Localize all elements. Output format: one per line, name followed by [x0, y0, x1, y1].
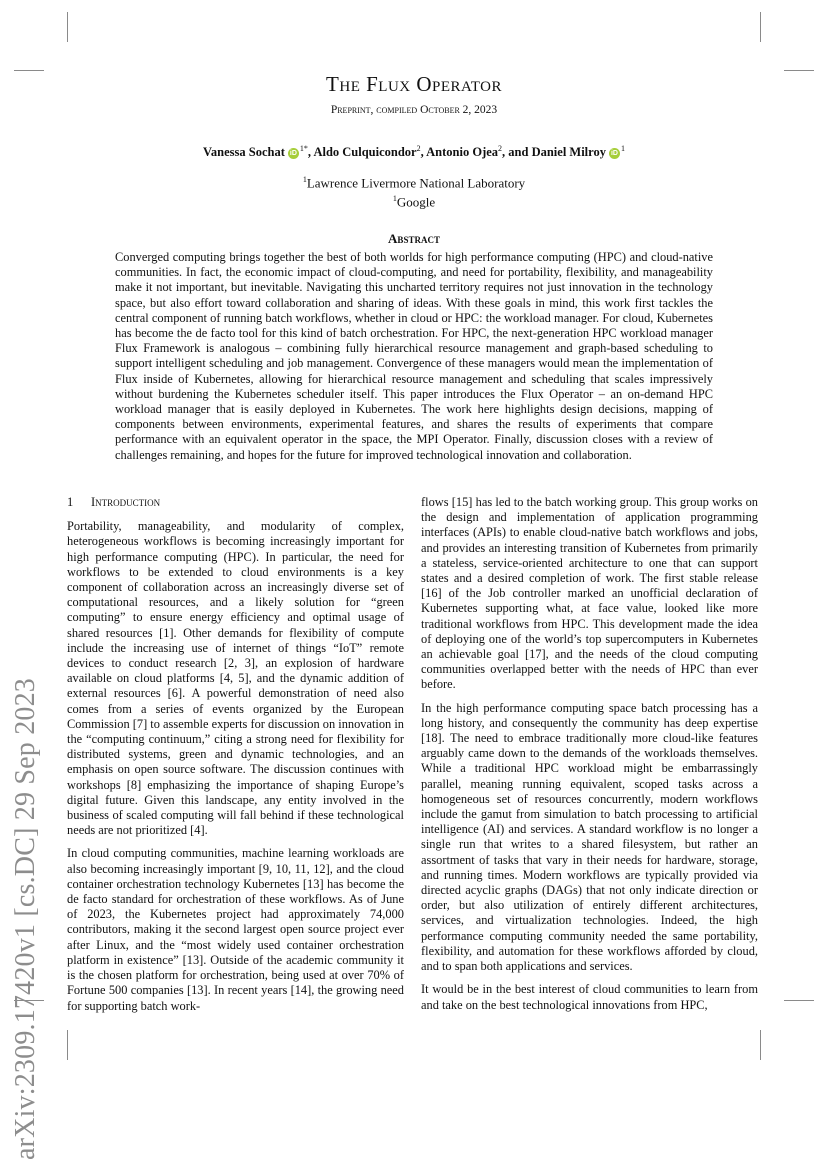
author-name: Antonio Ojea: [426, 145, 499, 160]
affiliation-sup: 1: [392, 194, 397, 204]
crop-mark: [760, 1030, 761, 1060]
affiliation-text: Lawrence Livermore National Laboratory: [306, 175, 526, 191]
affiliation: [0, 191, 828, 210]
left-column: [67, 495, 404, 1022]
author-affil-sup: 2: [498, 144, 503, 153]
affiliation: [0, 172, 828, 191]
section-title: Introduction: [91, 495, 161, 509]
crop-mark: [760, 12, 761, 42]
author-affil-sup: 1*: [299, 144, 308, 153]
author-affil-sup: 1: [620, 144, 625, 153]
author-separator: ,: [420, 145, 427, 160]
author-separator: , and: [502, 145, 532, 160]
abstract-heading: Abstract: [388, 231, 440, 246]
crop-mark: [67, 12, 68, 42]
affiliations: [0, 172, 828, 211]
affiliation-text: Google: [396, 194, 436, 210]
section-number: 1: [67, 495, 74, 509]
body-paragraph: In cloud computing communities, machine learning workloads are also becoming increasingly important [9, 10, 11, 12], and the cloud container orchestration technology Kubernetes [13] has become the de facto standard for orchestration of these workflows. As of June of 2023, the Kubernetes project had approximately 74,000 contributors, making it the second largest open source project ever after Linux, and the “most widely used container orchestration platform in existence” [13]. Outside of the academic community it is the chosen platform for orchestration, being used at over 70% of Fortune 500 companies [13]. In recent years [14], the growing need for supporting batch work-: [67, 846, 404, 1013]
author-name: Vanessa Sochat: [203, 145, 285, 160]
body-paragraph: Portability, manageability, and modularity of complex, heterogeneous workflows is becoming increasingly important for high performance computing (HPC). In particular, the need for workflows to be extended to cloud environments is a key component of collaboration across an increasingly diverse set of computational resources, and a likely solution for “green computing” to ensure energy efficiency and optimal usage of shared resources [1]. Other demands for flexibility of compute include the increasing use of internet of things “IoT” remote devices to conduct research [2, 3], an explosion of hardware available on cloud platforms [4, 5], and the dynamic addition of external resources [6]. A powerful demonstration of need also comes from a series of events organized by the European Commission [7] to assemble experts for discussion on innovation in the “computing continuum,” citing a strong need for flexibility for distributed systems, green and dynamic technologies, and an emphasis on open source software. The discussion continues with workshops [8] emphasizing the importance of shaping Europe’s digital future. Given this landscape, any entity involved in the business of scaled computing will fall behind if these technological needs are not prioritized [4].: [67, 519, 404, 838]
right-column: [421, 495, 758, 1021]
arxiv-stamp: arXiv:2309.17420v1 [cs.DC] 29 Sep 2023: [10, 677, 41, 1160]
body-paragraph: It would be in the best interest of cloud communities to learn from and take on the best technological innovations from HPC,: [421, 982, 758, 1012]
author-affil-sup: 2: [416, 144, 421, 153]
crop-mark: [67, 1030, 68, 1060]
author-separator: ,: [307, 145, 314, 160]
body-paragraph: In the high performance computing space batch processing has a long history, and consequently the community has deep expertise [18]. The need to embrace traditionally more cloud-like features arguably came down to the demands of the workloads themselves. While a traditional HPC workload might be embarrassingly parallel, meaning running equivalent, scoped tasks across a homogeneous set of resources concurrently, modern workflows include the gamut from simulation to batch processing to artificial intelligence (AI) and services. A standard workflow is no longer a single run that writes to a shared filesystem, but rather an assortment of tasks that vary in their needs for hardware, storage, and running times. Modern workflows are typically provided via directed acyclic graphs (DAGs) that not only indicate direction or order, but also utilization of entirely different architectures, services, and virtualization technologies. Indeed, the high performance computing community needed the same portability, flexibility, and automation for these workflows afforded by cloud, and to span both applications and services.: [421, 700, 758, 974]
crop-mark: [14, 70, 44, 71]
preprint-line: Preprint, compiled October 2, 2023: [330, 104, 498, 116]
paper-title: The Flux Operator: [326, 72, 502, 96]
abstract-text: Converged computing brings together the best of both worlds for high performance computing (HPC) and cloud-native communities. In fact, the economic impact of cloud-computing, and need for portability, flexibility, and manageability make it not important, but inevitable. Navigating this uncharted territory requires not just innovation in the technology space, but also effort toward collaboration and sharing of ideas. With these goals in mind, this work first tackles the central component of running batch workflows, whether in cloud or HPC: the workload manager. For cloud, Kubernetes has become the de facto tool for this kind of batch orchestration. For HPC, the next-generation HPC workload manager Flux Framework is analogous – combining fully hierarchical resource management and graph-based scheduling to support intelligent scheduling and job management. Convergence of these managers would mean the implementation of Flux inside of Kubernetes, allowing for hierarchical resource management and scheduling that scales impressively without burdening the Kubernetes scheduler itself. This paper introduces the Flux Operator – an on-demand HPC workload manager that is easily deployed in Kubernetes. The work here highlights design decisions, mapping of components between environments, experimental features, and shares the results of experiments that compare performance with an equivalent operator in the space, the MPI Operator. Finally, discussion closes with a review of challenges remaining, and hopes for the future for improved technological innovation and collaboration.: [115, 250, 713, 462]
crop-mark: [784, 70, 814, 71]
orcid-icon[interactable]: iD: [610, 150, 618, 158]
author-list: [0, 144, 828, 160]
author-name: Aldo Culquicondor: [313, 145, 417, 160]
crop-mark: [784, 1000, 814, 1001]
body-paragraph: flows [15] has led to the batch working group. This group works on the design and implementation of application programming interfaces (APIs) to enable cloud-native batch workflows and jobs, and provides an interesting transition of Kubernetes from primarily a stateless, service-oriented architecture to one that can support states and a desired completion of work. The first stable release [16] of the Job controller marked an unofficial declaration of Kubernetes supporting what, at face value, looked like more traditional workflows from HPC. This development made the idea of deploying one of the world’s top supercomputers in Kubernetes an achievable goal [17], and the needs of the cloud computing communities overlapped better with the needs of HPC than ever before.: [421, 495, 758, 692]
section-heading: [67, 495, 404, 510]
affiliation-sup: 1: [302, 175, 307, 184]
orcid-icon[interactable]: iD: [289, 150, 297, 158]
author-name: Daniel Milroy: [531, 145, 606, 160]
